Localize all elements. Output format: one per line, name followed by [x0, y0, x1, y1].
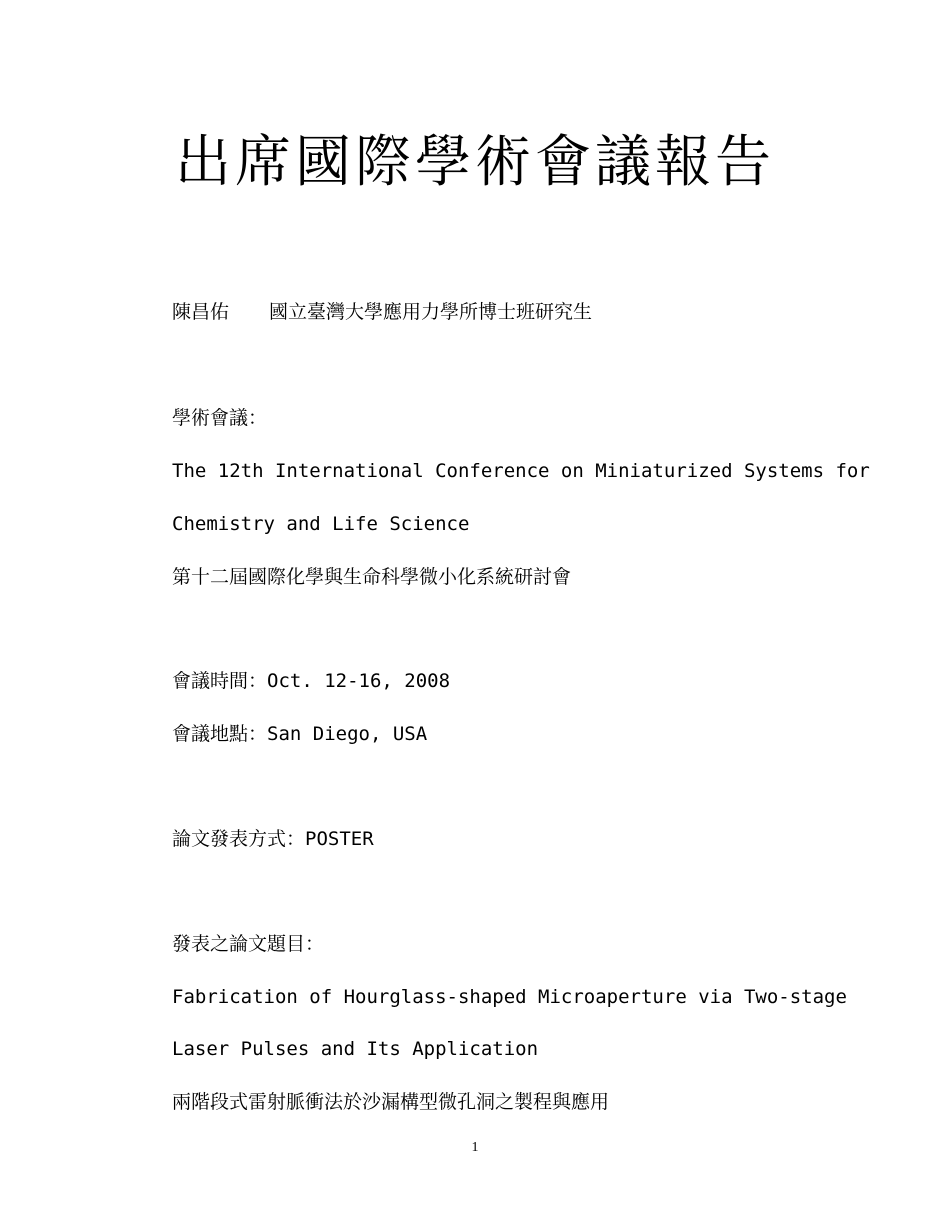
presentation-label: 論文發表方式：: [172, 828, 306, 850]
paper-title-en-line1: Fabrication of Hourglass-shaped Microaperture via Two-stage: [172, 986, 847, 1008]
paper-title-zh: 兩階段式雷射脈衝法於沙漏構型微孔洞之製程與應用: [172, 1091, 610, 1113]
location-value: San Diego, USA: [267, 723, 428, 745]
conference-name-en-line1: The 12th International Conference on Miniaturized Systems for: [172, 460, 870, 482]
time-line: [172, 669, 450, 693]
presentation-value: POSTER: [305, 828, 374, 850]
location-line: [172, 722, 427, 746]
author-name: 陳昌佑: [172, 301, 230, 323]
conference-label: 學術會議：: [172, 407, 268, 429]
presentation-line: [172, 827, 374, 851]
conference-name-en-line2: Chemistry and Life Science: [172, 513, 470, 535]
location-label: 會議地點：: [172, 723, 268, 745]
page-number: 1: [471, 1140, 479, 1155]
paper-label: 發表之論文題目：: [172, 933, 325, 955]
time-value: Oct. 12-16, 2008: [267, 670, 451, 692]
paper-title-en-line2: Laser Pulses and Its Application: [172, 1038, 539, 1060]
report-title: 出席國際學術會議報告: [175, 130, 775, 195]
author-line: [172, 300, 592, 324]
conference-name-zh: 第十二屆國際化學與生命科學微小化系統研討會: [172, 566, 572, 588]
author-affiliation: 國立臺灣大學應用力學所博士班研究生: [269, 301, 593, 323]
time-label: 會議時間：: [172, 670, 268, 692]
